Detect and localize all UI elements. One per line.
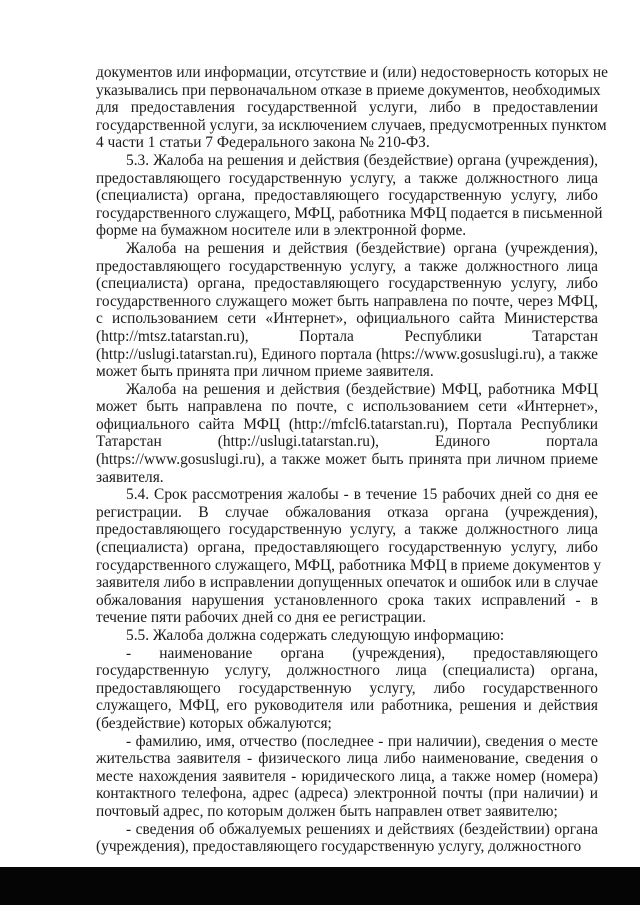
text-line: форме на бумажном носителе или в электронной форме. [96,222,467,240]
text-line: может быть направлена по почте, с использованием сети «Интернет», [96,398,598,416]
text-line: - сведения об обжалуемых решениях и действиях (бездействии) органа [126,820,598,838]
text-line: для предоставления государственной услуги, либо в предоставлении [96,99,598,117]
text-line: месте нахождения заявителя - юридического лица, а также номер (номера) [96,767,598,785]
text-line: государственного служащего, МФЦ, работника МФЦ в приеме документов у [96,556,602,574]
text-line: 5.4. Срок рассмотрения жалобы - в течение 15 рабочих дней со дня ее [126,486,598,504]
text-line: жительства заявителя - физического лица либо наименование, сведения о [96,750,598,768]
text-line: может быть принята при личном приеме заявителя. [96,363,434,381]
text-line: предоставляющего государственную услугу, либо государственного [96,679,598,697]
text-line: (бездействие) которых обжалуются; [96,714,332,732]
text-line: почтовый адрес, по которым должен быть направлен ответ заявителю; [96,802,558,820]
text-line: Жалоба на решения и действия (бездействие) органа (учреждения), [126,239,598,257]
paragraph [96,240,598,381]
text-line: - наименование органа (учреждения), предоставляющего [126,644,598,662]
text-line: (специалиста) органа, предоставляющего государственную услугу, либо [96,187,598,205]
text-line: заявителя либо в исправлении допущенных опечаток и ошибок или в случае [96,574,599,592]
text-line: с использованием сети «Интернет», официального сайта Министерства [96,310,598,328]
paragraph [96,64,608,152]
text-line: - фамилию, имя, отчество (последнее - при наличии), сведения о месте [126,732,598,750]
paragraph [96,821,598,856]
paragraph [96,733,598,821]
paragraph [96,627,598,645]
text-line: государственной услуги, за исключением случаев, предусмотренных пунктом [96,116,607,134]
text-line: течение пяти рабочих дней со дня ее регистрации. [96,609,426,627]
text-line: предоставляющего государственную услугу, а также должностного лица [96,257,598,275]
paragraph [96,486,602,627]
text-line: (специалиста) органа, предоставляющего государственную услугу, либо [96,539,598,557]
text-line: предоставляющего государственную услугу, а также должностного лица [96,521,598,539]
text-line: (специалиста) органа, предоставляющего государственную услугу, либо [96,275,598,293]
text-line: государственного служащего, МФЦ, работника МФЦ подается в письменной [96,204,603,222]
text-line: (http://mtsz.tatarstan.ru), Портала Республики Татарстан [96,327,598,345]
text-line: служащего, МФЦ, его руководителя или работника, решения и действия [96,697,598,715]
text-line: (http://uslugi.tatarstan.ru), Единого портала (https://www.gosuslugi.ru), а также [96,345,598,363]
text-line: регистрации. В случае обжалования отказа органа (учреждения), [96,503,598,521]
text-line: государственного служащего может быть направлена по почте, через МФЦ, [96,292,598,310]
text-line: Жалоба на решения и действия (бездействие) МФЦ, работника МФЦ [126,380,598,398]
text-line: (учреждения), предоставляющего государственную услугу, должностного [96,838,582,856]
text-line: указывались при первоначальном отказе в приеме документов, необходимых [96,81,601,99]
paragraph [96,645,598,733]
text-line: документов или информации, отсутствие и (или) недостоверность которых не [96,64,608,81]
paragraph [96,151,603,240]
text-line: Татарстан (http://uslugi.tatarstan.ru), Единого портала [96,433,598,451]
text-line: предоставляющего государственную услугу, а также должностного лица [96,169,598,187]
text-line: 4 части 1 статьи 7 Федерального закона № 210-ФЗ. [96,134,430,152]
document-body [96,64,608,856]
text-line: (https://www.gosuslugi.ru), а также может быть принята при личном приеме [96,451,598,469]
text-line: 5.3. Жалоба на решения и действия (бездействие) органа (учреждения), [126,151,598,169]
paragraph [96,381,598,487]
text-line: официального сайта МФЦ (http://mfcl6.tatarstan.ru), Портала Республики [96,415,598,433]
text-line: контактного телефона, адрес (адреса) электронной почты (при наличии) и [96,785,598,803]
text-line: 5.5. Жалоба должна содержать следующую информацию: [126,627,505,644]
text-line: заявителя. [96,468,164,486]
text-line: государственную услугу, должностного лица (специалиста) органа, [96,662,598,680]
text-line: обжалования нарушения установленного срока таких исправлений - в [96,591,598,609]
scan-bottom-border [0,867,640,905]
